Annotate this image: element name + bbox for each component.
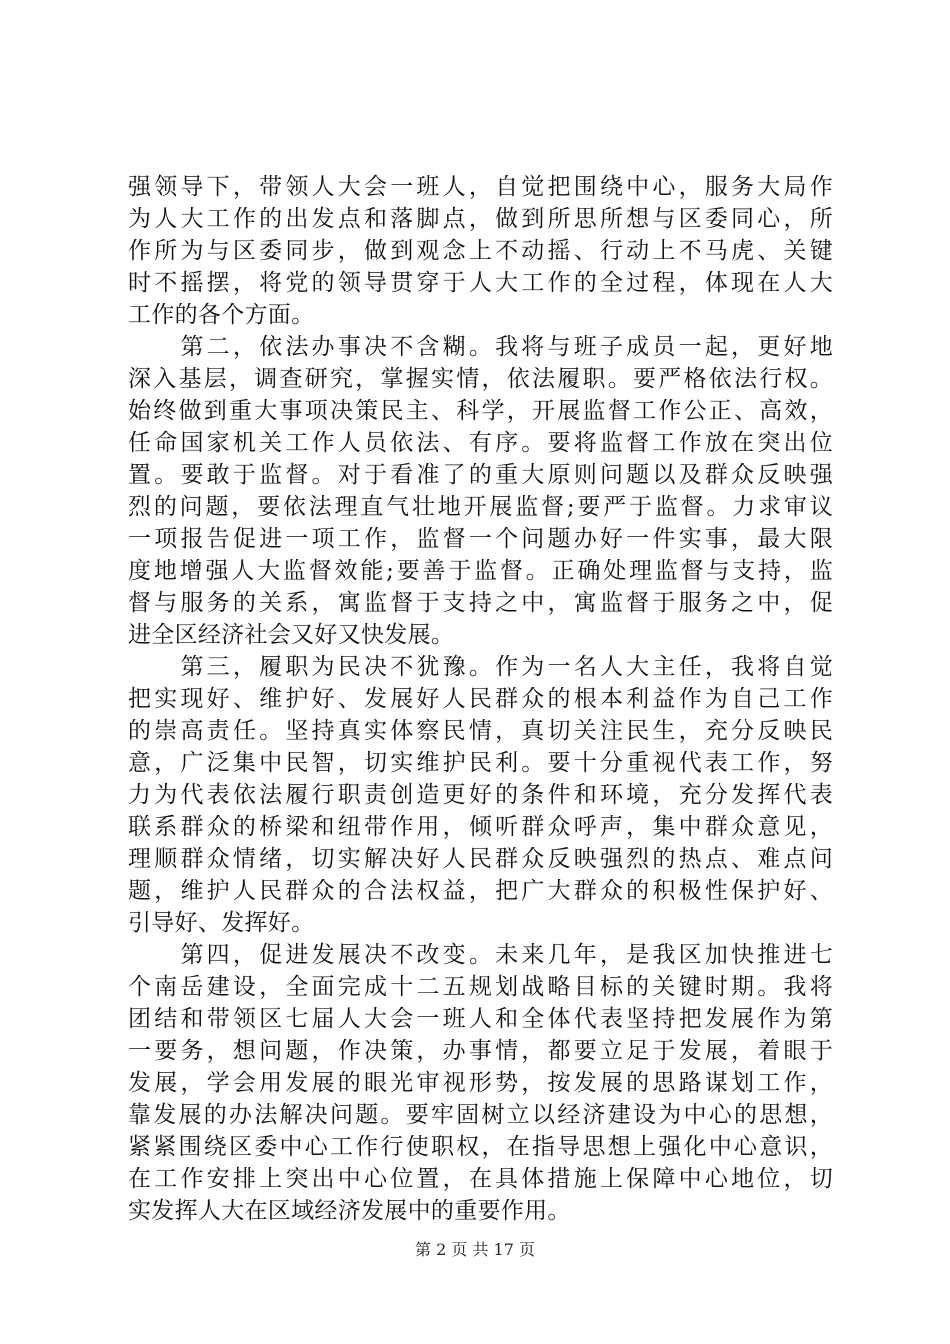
text-line: 发展，学会用发展的眼光审视形势，按发展的思路谋划工作， — [128, 1070, 833, 1096]
text-line: 团结和带领区七届人大会一班人和全体代表坚持把发展作为第 — [128, 1006, 833, 1032]
text-line: 为人大工作的出发点和落脚点，做到所思所想与区委同心，所 — [128, 206, 833, 232]
text-line: 力为代表依法履行职责创造更好的条件和环境，充分发挥代表 — [128, 782, 833, 808]
text-line: 始终做到重大事项决策民主、科学，开展监督工作公正、高效， — [128, 398, 833, 424]
page-footer: 第 2 页 共 17 页 — [415, 1240, 535, 1259]
text-line: 深入基层，调查研究，掌握实情，依法履职。要严格依法行权。 — [128, 366, 833, 392]
text-line: 引导好、发挥好。 — [128, 910, 315, 936]
text-line: 烈的问题，要依法理直气壮地开展监督;要严于监督。力求审议 — [128, 494, 833, 520]
text-line: 进全区经济社会又好又快发展。 — [128, 622, 455, 648]
text-line: 时不摇摆，将党的领导贯穿于人大工作的全过程，体现在人大 — [128, 270, 833, 296]
text-line: 强领导下，带领人大会一班人，自觉把围绕中心，服务大局作 — [128, 174, 833, 200]
text-line: 紧紧围绕区委中心工作行使职权，在指导思想上强化中心意识， — [128, 1134, 833, 1160]
text-line: 意，广泛集中民智，切实维护民利。要十分重视代表工作，努 — [128, 750, 833, 776]
text-line: 的崇高责任。坚持真实体察民情，真切关注民生，充分反映民 — [128, 718, 833, 744]
text-line: 第二，依法办事决不含糊。我将与班子成员一起，更好地 — [128, 334, 833, 360]
text-line: 把实现好、维护好、发展好人民群众的根本利益作为自己工作 — [128, 686, 833, 712]
text-line: 第三，履职为民决不犹豫。作为一名人大主任，我将自觉 — [128, 654, 833, 680]
text-line: 在工作安排上突出中心位置，在具体措施上保障中心地位，切 — [128, 1166, 833, 1192]
text-line: 度地增强人大监督效能;要善于监督。正确处理监督与支持，监 — [128, 558, 833, 584]
text-line: 第四，促进发展决不改变。未来几年，是我区加快推进七 — [128, 942, 833, 968]
text-line: 个南岳建设，全面完成十二五规划战略目标的关键时期。我将 — [128, 974, 833, 1000]
text-line: 联系群众的桥梁和纽带作用，倾听群众呼声，集中群众意见， — [128, 814, 833, 840]
text-line: 作所为与区委同步，做到观念上不动摇、行动上不马虎、关键 — [128, 238, 833, 264]
text-line: 任命国家机关工作人员依法、有序。要将监督工作放在突出位 — [128, 430, 833, 456]
text-line: 置。要敢于监督。对于看准了的重大原则问题以及群众反映强 — [128, 462, 833, 488]
text-line: 理顺群众情绪，切实解决好人民群众反映强烈的热点、难点问 — [128, 846, 833, 872]
text-line: 实发挥人大在区域经济发展中的重要作用。 — [128, 1198, 571, 1224]
text-line: 一项报告促进一项工作，监督一个问题办好一件实事，最大限 — [128, 526, 833, 552]
text-line: 工作的各个方面。 — [128, 302, 315, 328]
document-body — [128, 171, 833, 1227]
text-line: 督与服务的关系，寓监督于支持之中，寓监督于服务之中，促 — [128, 590, 833, 616]
text-line: 靠发展的办法解决问题。要牢固树立以经济建设为中心的思想， — [128, 1102, 833, 1128]
text-line: 题，维护人民群众的合法权益，把广大群众的积极性保护好、 — [128, 878, 833, 904]
text-line: 一要务，想问题，作决策，办事情，都要立足于发展，着眼于 — [128, 1038, 833, 1064]
